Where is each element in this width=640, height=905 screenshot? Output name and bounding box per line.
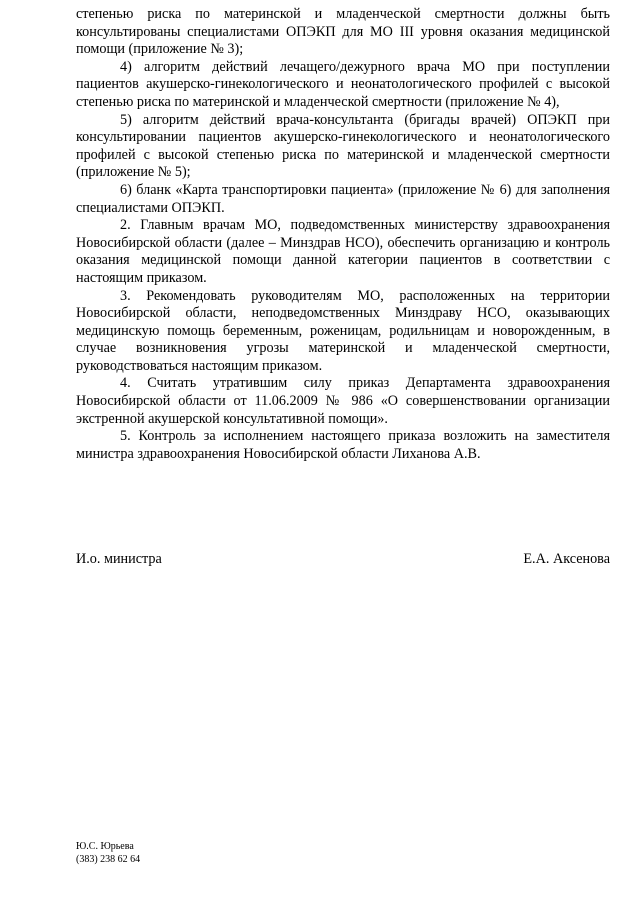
document-body [76, 6, 610, 463]
signatory-position: И.о. министра [76, 551, 162, 567]
paragraph-clause-5: 5. Контроль за исполнением настоящего приказа возложить на заместителя министра здравоохранения Новосибирской области Лиханова А.В. [76, 428, 610, 462]
paragraph-clause-3: 3. Рекомендовать руководителям МО, расположенных на территории Новосибирской области, неподведомственных Минздраву НСО, оказывающих медицинскую помощь беременным, роженицам, родильницам и новорожденным, в случае возникновения угрозы материнской и младенческой смертности, руководствоваться настоящим приказом. [76, 287, 610, 374]
paragraph-continuation: степенью риска по материнской и младенческой смертности должны быть консультированы специалистами ОПЭКП для МО III уровня оказания медицинской помощи (приложение № 3); [76, 6, 610, 58]
paragraph-item-4: 4) алгоритм действий лечащего/дежурного врача МО при поступлении пациентов акушерско-гинекологического и неонатологического профилей с высокой степенью риска по материнской и младенческой смертности (приложение № 4), [76, 58, 610, 110]
paragraph-clause-2: 2. Главным врачам МО, подведомственных министерству здравоохранения Новосибирской области (далее – Минздрав НСО), обеспечить организацию и контроль оказания медицинской помощи данной категории пациентов в соответствии с настоящим приказом. [76, 217, 610, 286]
executor-name: Ю.С. Юрьева [76, 841, 134, 852]
signature-block [76, 550, 610, 568]
executor-phone: (383) 238 62 64 [76, 853, 141, 865]
paragraph-item-5: 5) алгоритм действий врача-консультанта (бригады врачей) ОПЭКП при консультировании пациентов акушерско-гинекологического и неонатологического профилей с высокой степенью риска по материнской и младенческой смертности (приложение № 5); [76, 111, 610, 181]
executor-footer [76, 841, 140, 866]
paragraph-item-6: 6) бланк «Карта транспортировки пациента» (приложение № 6) для заполнения специалистами ОПЭКП. [76, 181, 610, 216]
signatory-name: Е.А. Аксенова [523, 551, 610, 567]
paragraph-clause-4: 4. Считать утратившим силу приказ Департамента здравоохранения Новосибирской области от 11.06.2009 № 986 «О совершенствовании организации экстренной акушерской консультативной помощи». [76, 375, 610, 427]
